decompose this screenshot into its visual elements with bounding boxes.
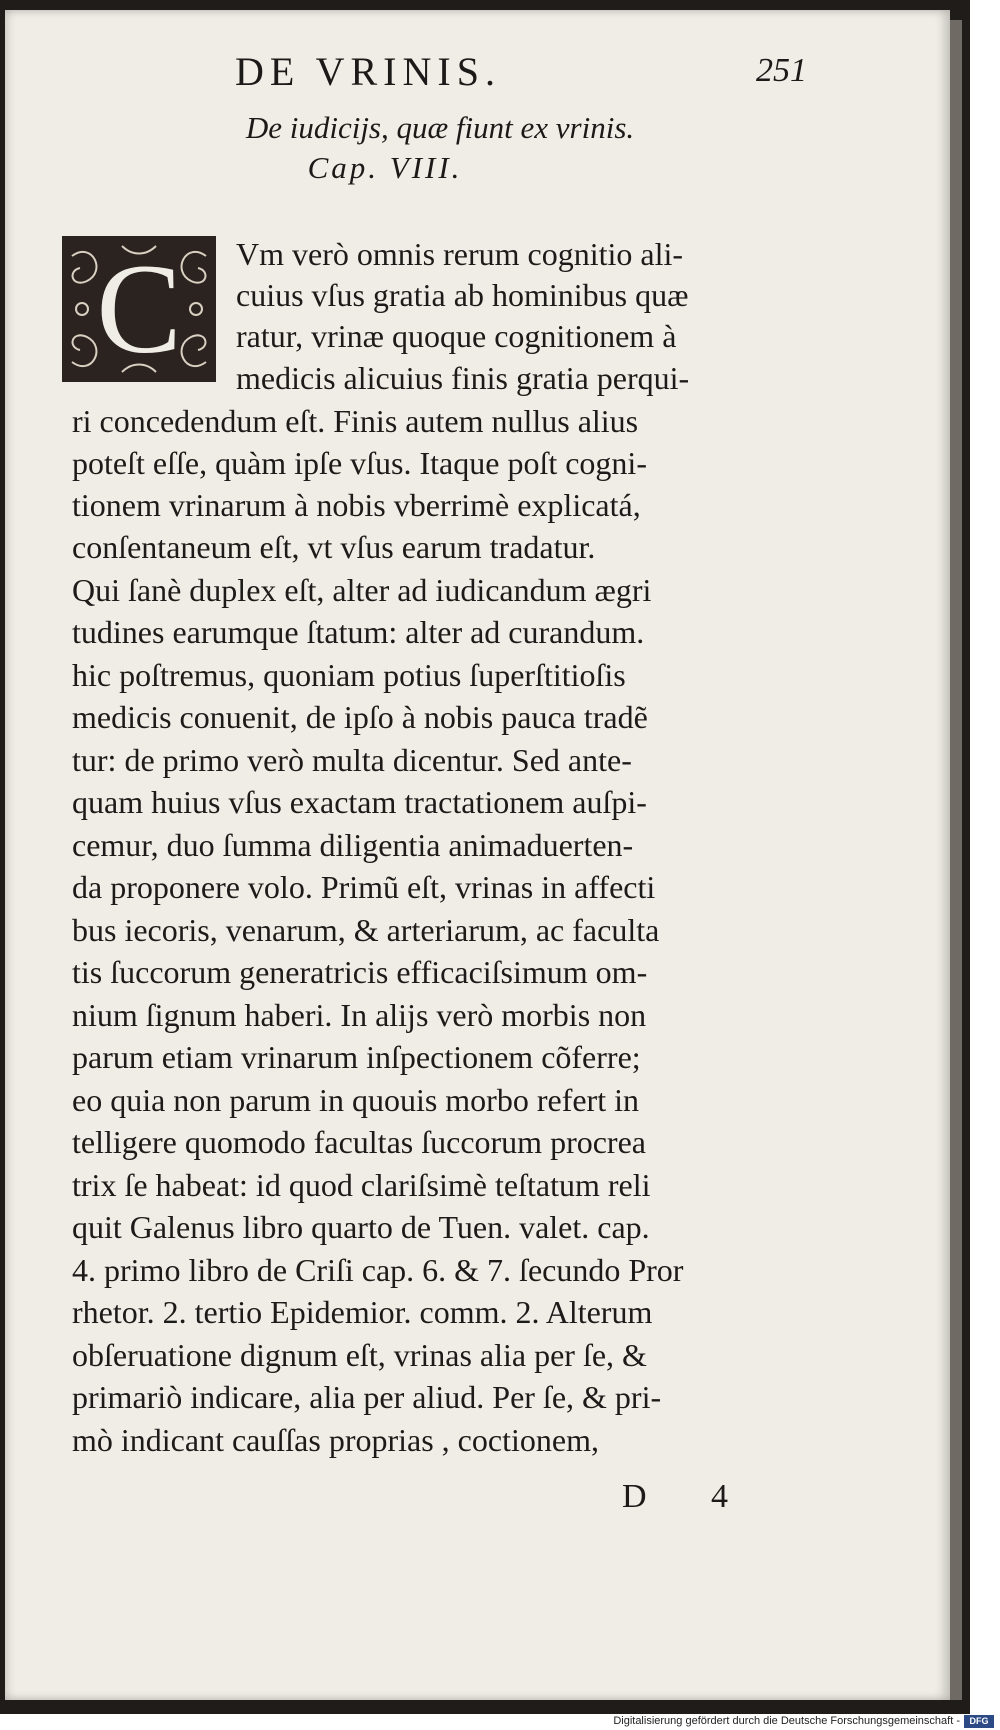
text-line: medicis alicuius finis gratia perqui- [236,360,690,396]
text-line: tudines earumque ſtatum: alter ad curandum. [72,614,645,650]
text-line: 4. primo libro de Criſi cap. 6. & 7. ſecundo Pror [72,1252,684,1288]
decorated-initial [62,236,216,382]
text-line: da proponere volo. Primũ eſt, vrinas in affecti [72,869,656,905]
text-line: parum etiam vrinarum inſpectionem cõferre; [72,1039,641,1075]
text-line: telligere quomodo facultas ſuccorum procrea [72,1124,646,1160]
initial-letter: C [96,238,182,380]
text-line: primariò indicare, alia per aliud. Per ſe, & pri- [72,1379,662,1415]
text-line: quam huius vſus exactam tractationem auſpi- [72,784,647,820]
text-line: eo quia non parum in quouis morbo refert in [72,1082,639,1118]
footer-credit: Digitalisierung gefördert durch die Deutsche Forschungsgemeinschaft - [613,1715,960,1727]
text-line: Qui ſanè duplex eſt, alter ad iudicandum ægri [72,572,652,608]
chapter-title: De iudicijs, quæ fiunt ex vrinis. [245,110,635,145]
dfg-logo-icon: DFG [964,1715,994,1728]
text-line: Vm verò omnis rerum cognitio ali- [236,236,684,272]
text-line: tis ſuccorum generatricis efficaciſsimum om- [72,954,648,990]
text-line: cemur, duo ſumma diligentia animaduerten- [72,827,634,863]
text-line: trix ſe habeat: id quod clariſsimè teſtatum reli [72,1167,651,1203]
running-head: DE VRINIS. [235,49,501,94]
text-line: mò indicant cauſſas proprias , coctionem, [72,1422,599,1458]
signature-mark: D 4 [622,1478,757,1515]
text-line: medicis conuenit, de ipſo à nobis pauca tradẽ [72,699,648,735]
text-line: obſeruatione dignum eſt, vrinas alia per ſe, & [72,1337,647,1373]
text-line: tionem vrinarum à nobis vberrimè explicatá, [72,487,641,523]
text-line: conſentaneum eſt, vt vſus earum tradatur. [72,529,596,565]
text-line: quit Galenus libro quarto de Tuen. valet. cap. [72,1209,650,1245]
text-line: ratur, vrinæ quoque cognitionem à [236,318,677,354]
page-edge [950,20,962,1700]
text-line: bus iecoris, venarum, & arteriarum, ac faculta [72,912,660,948]
text-line: ri concedendum eſt. Finis autem nullus alius [72,403,639,439]
text-line: tur: de primo verò multa dicentur. Sed ante- [72,742,632,778]
text-line: rhetor. 2. tertio Epidemior. comm. 2. Alterum [72,1294,653,1330]
text-line: poteſt eſſe, quàm ipſe vſus. Itaque poſt cogni- [72,445,647,481]
text-line: nium ſignum haberi. In alijs verò morbis non [72,997,647,1033]
page-number: 251 [756,52,807,89]
chapter-number: Cap. VIII. [307,150,463,185]
text-line: cuius vſus gratia ab hominibus quæ [236,277,689,313]
text-line: hic poſtremus, quoniam potius ſuperſtitioſis [72,657,626,693]
